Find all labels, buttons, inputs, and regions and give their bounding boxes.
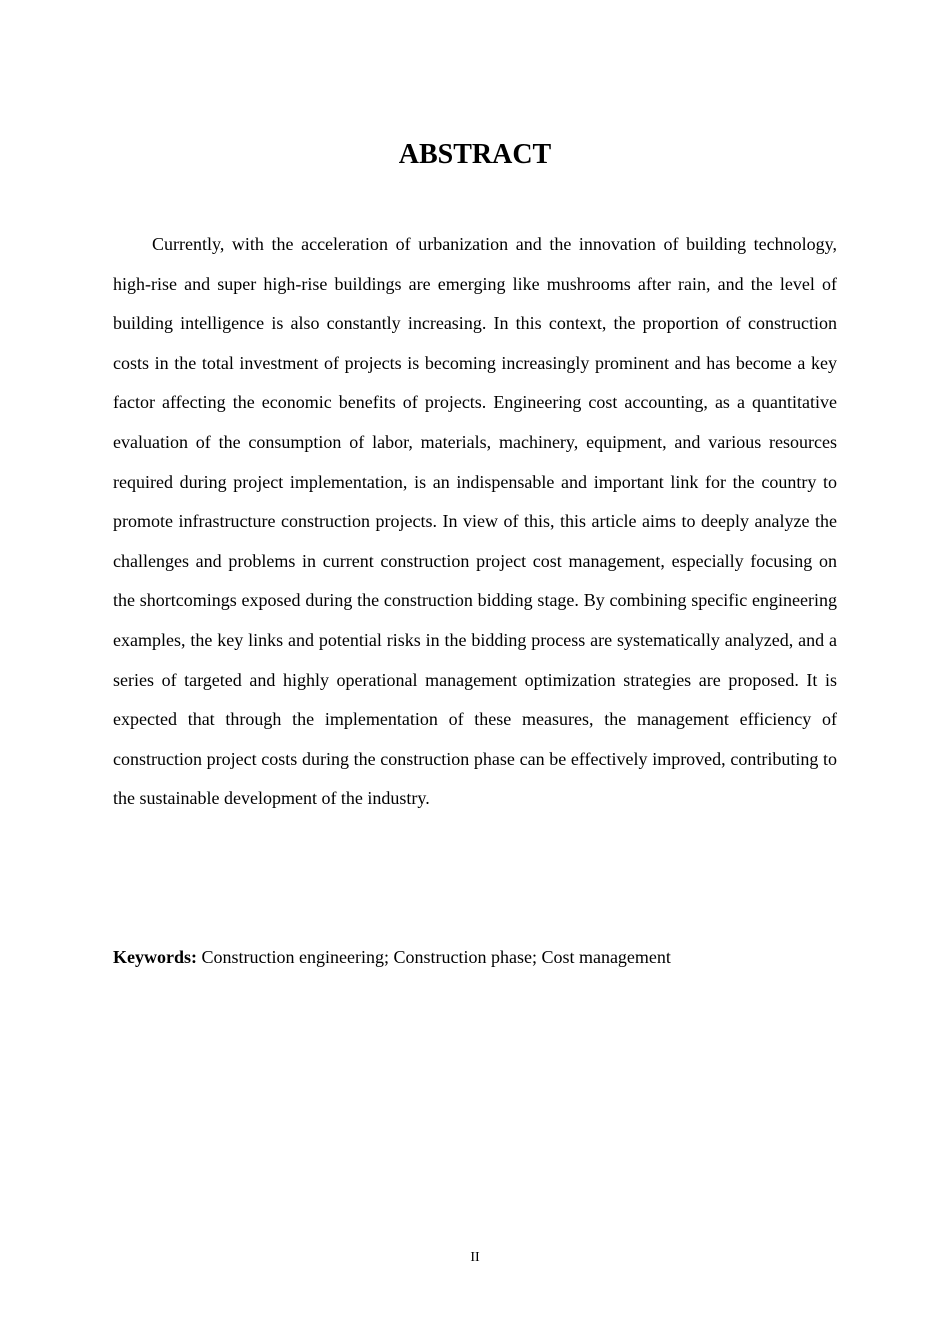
abstract-body: Currently, with the acceleration of urbanization and the innovation of building technology, high-rise and super high-rise buildings are emerging like mushrooms after rain, and the level of building intelligence is also constantly increasing. In this context, the proportion of construction costs in the total investment of projects is becoming increasingly prominent and has become a key factor affecting the economic benefits of projects. Engineering cost accounting, as a quantitative evaluation of the consumption of labor, materials, machinery, equipment, and various resources required during project implementation, is an indispensable and important link for the country to promote infrastructure construction projects. In view of this, this article aims to deeply analyze the challenges and problems in current construction project cost management, especially focusing on the shortcomings exposed during the construction bidding stage. By combining specific engineering examples, the key links and potential risks in the bidding process are systematically analyzed, and a series of targeted and highly operational management optimization strategies are proposed. It is expected that through the implementation of these measures, the management efficiency of construction project costs during the construction phase can be effectively improved, contributing to the sustainable development of the industry. — [113, 234, 837, 809]
keywords-line — [113, 940, 837, 974]
keywords-label: Keywords: — [113, 947, 197, 967]
page-number: II — [470, 1250, 480, 1265]
abstract-title: ABSTRACT — [398, 139, 552, 170]
keywords-text: Construction engineering; Construction phase; Cost management — [197, 947, 671, 967]
